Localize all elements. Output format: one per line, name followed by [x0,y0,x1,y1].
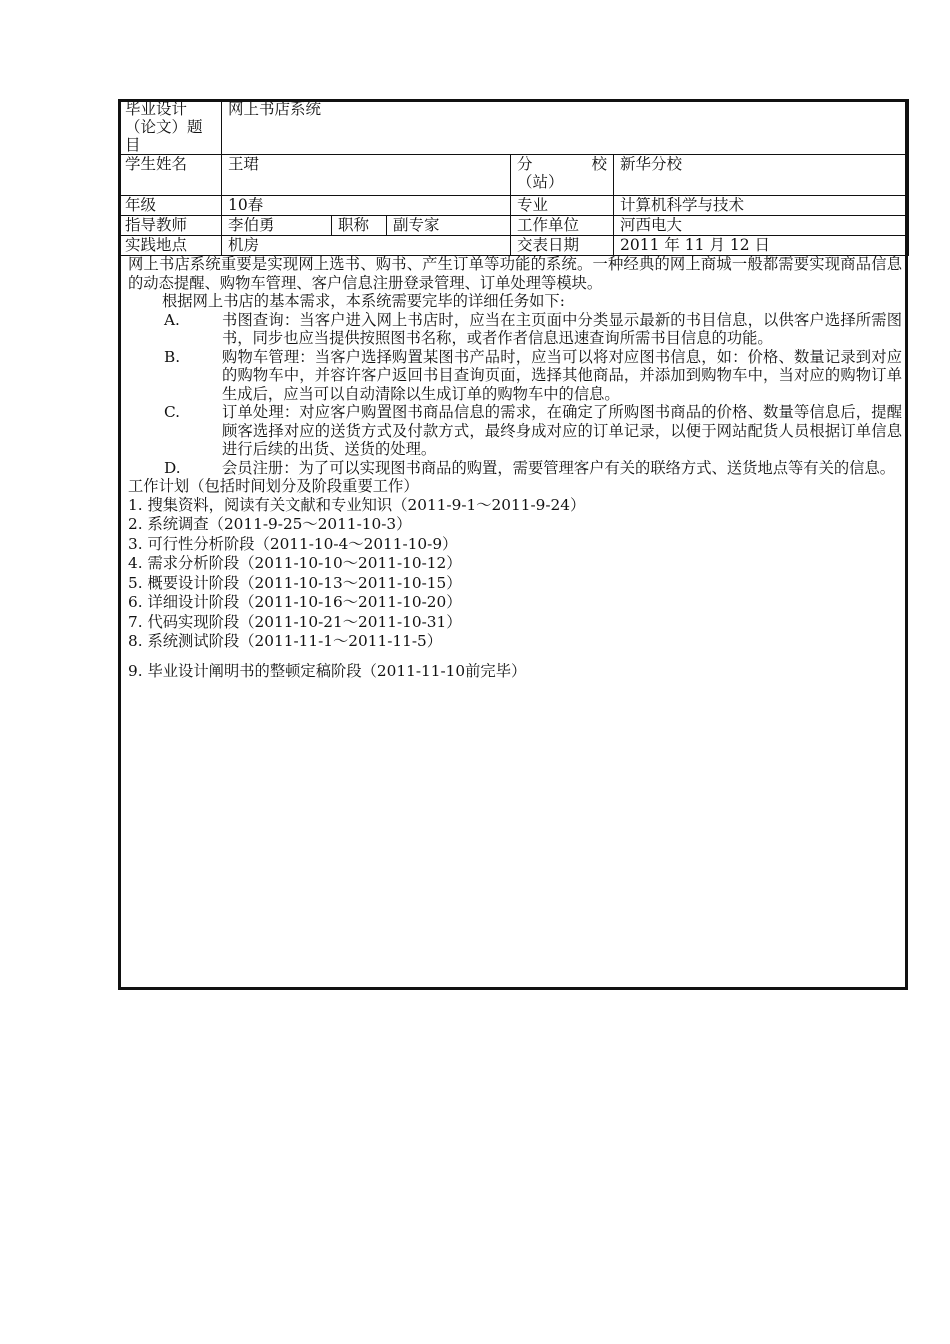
plan-item-last: 9. 毕业设计阐明书的整顿定稿阶段（2011-11-10前完毕） [128,661,527,680]
branch-label-char-2: 校 [591,155,607,173]
student-value: 王珺 [222,155,511,196]
advisor-label: 指导教师 [119,216,222,236]
student-label: 学生姓名 [119,155,222,196]
place-label: 实践地点 [119,236,222,256]
plan-item: 8. 系统测试阶段（2011-11-1～2011-11-5） [128,632,443,650]
plan-item: 5. 概要设计阶段（2011-10-13～2011-10-15） [128,573,462,592]
plan-item: 6. 详细设计阶段（2011-10-16～2011-10-20） [128,593,462,611]
requirement-label: A. [164,310,180,329]
branch-label-char-1: 分 [517,155,533,173]
major-value: 计算机科学与技术 [614,196,909,216]
plan-item: 1. 搜集资料，阅读有关文献和专业知识（2011-9-1～2011-9-24） [128,495,586,514]
topic-value: 网上书店系统 [222,100,909,155]
requirement-text: 会员注册：为了可以实现图书商品的购置，需要管理客户有关的联络方式、送货地点等有关的信息。 [222,458,896,477]
branch-value: 新华分校 [614,155,909,196]
title-label: 职称 [332,216,387,236]
unit-label: 工作单位 [511,216,614,236]
branch-label-char-3: （站） [517,173,564,191]
requirement-text: 书图查询：当客户进入网上书店时，应当在主页面中分类显示最新的书目信息，以供客户选择所需图书，同步也应当提供按照图书名称，或者作者信息迅速查询所需书目信息的功能。 [222,310,902,347]
requirement-text: 订单处理：对应客户购置图书商品信息的需求，在确定了所购图书商品的价格、数量等信息后，提醒顾客选择对应的送货方式及付款方式，最终身成对应的订单记录，以便于网站配货人员根据订单信息进行后续的出货、送货的处理。 [222,403,902,458]
plan-item: 3. 可行性分析阶段（2011-10-4～2011-10-9） [128,534,458,553]
branch-label [511,155,614,196]
lead-sentence: 根据网上书店的基本需求，本系统需要完毕的详细任务如下: [162,292,565,310]
title-value: 副专家 [387,216,511,236]
plan-item: 7. 代码实现阶段（2011-10-21～2011-10-31） [128,612,462,631]
requirement-item [128,403,902,459]
topic-label: 毕业设计（论文）题目 [119,100,222,155]
requirement-label: B. [164,347,181,366]
requirement-label: D. [164,458,181,477]
date-label: 交表日期 [511,236,614,256]
requirement-item [128,311,902,348]
info-table [118,99,909,256]
grade-label: 年级 [119,196,222,216]
requirement-label: C. [164,403,181,421]
grade-value: 10春 [222,196,511,216]
advisor-value: 李伯勇 [222,216,332,236]
requirement-text: 购物车管理：当客户选择购置某图书产品时，应当可以将对应图书信息，如：价格、数量记录到对应的购物车中，并容许客户返回书目查询页面，选择其他商品，并添加到购物车中，当对应的购物订单生成后，应当可以自动清除以生成订单的购物车中的信息。 [222,347,902,403]
place-value: 机房 [222,236,511,256]
content-area [128,255,902,681]
unit-value: 河西电大 [614,216,909,236]
plan-title: 工作计划（包括时间划分及阶段重要工作） [128,477,419,495]
intro-paragraph: 网上书店系统重要是实现网上选书、购书、产生订单等功能的系统。一种经典的网上商城一般都需要实现商品信息的动态提醒、购物车管理、客户信息注册登录管理、订单处理等模块。 [128,255,902,292]
requirement-item [128,459,902,478]
plan-item: 4. 需求分析阶段（2011-10-10～2011-10-12） [128,554,462,572]
requirement-item [128,348,902,404]
date-value: 2011 年 11 月 12 日 [614,236,909,256]
major-label: 专业 [511,196,614,216]
plan-item: 2. 系统调查（2011-9-25～2011-10-3） [128,515,412,533]
